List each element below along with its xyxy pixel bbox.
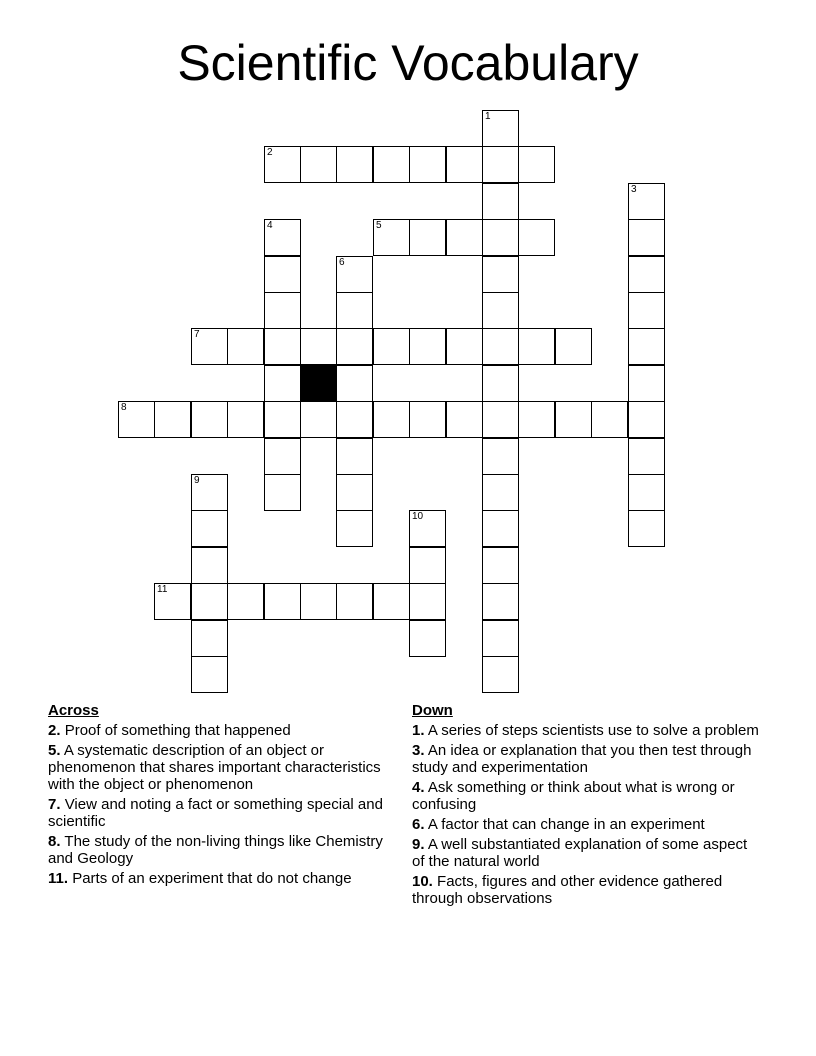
grid-cell[interactable] (264, 474, 301, 511)
letter-input[interactable] (483, 475, 518, 510)
grid-cell[interactable] (336, 146, 373, 183)
grid-cell[interactable] (482, 620, 519, 657)
letter-input[interactable] (410, 329, 445, 364)
grid-cell[interactable] (264, 583, 301, 620)
down-clues (412, 702, 762, 910)
letter-input[interactable] (374, 147, 409, 182)
letter-input[interactable] (337, 293, 372, 328)
grid-cell[interactable] (555, 328, 592, 365)
grid-cell[interactable] (373, 583, 410, 620)
grid-cell[interactable] (628, 292, 665, 329)
letter-input[interactable] (374, 584, 409, 619)
clue-number: 4 (267, 220, 273, 231)
across-clue-7: 7. View and noting a fact or something special and scientific (48, 796, 383, 830)
letter-input[interactable] (410, 548, 445, 583)
grid-cell[interactable] (446, 219, 483, 256)
grid-cell[interactable] (300, 328, 337, 365)
grid-cell[interactable] (191, 328, 228, 365)
letter-input[interactable] (447, 147, 482, 182)
grid-cell[interactable] (482, 474, 519, 511)
letter-input[interactable] (519, 220, 554, 255)
grid-cell[interactable] (482, 219, 519, 256)
grid-cell[interactable] (555, 401, 592, 438)
grid-cell[interactable] (336, 292, 373, 329)
clue-number: 1 (485, 111, 491, 122)
grid-cell[interactable] (264, 328, 301, 365)
grid-cell[interactable] (191, 547, 228, 584)
letter-input[interactable] (265, 329, 300, 364)
grid-cell[interactable] (482, 510, 519, 547)
grid-cell[interactable] (446, 146, 483, 183)
grid-cell[interactable] (628, 183, 665, 220)
letter-input[interactable] (483, 184, 518, 219)
grid-cell[interactable] (154, 583, 191, 620)
grid-cell[interactable] (628, 365, 665, 402)
grid-cell[interactable] (409, 219, 446, 256)
grid-cell[interactable] (336, 328, 373, 365)
grid-cell[interactable] (482, 583, 519, 620)
letter-input[interactable] (192, 475, 227, 510)
letter-input[interactable] (556, 402, 591, 437)
letter-input[interactable] (265, 257, 300, 292)
letter-input[interactable] (301, 402, 336, 437)
grid-cell[interactable] (300, 583, 337, 620)
letter-input[interactable] (228, 329, 263, 364)
letter-input[interactable] (410, 621, 445, 656)
grid-cell[interactable] (628, 219, 665, 256)
letter-input[interactable] (337, 329, 372, 364)
grid-cell[interactable] (482, 365, 519, 402)
letter-input[interactable] (483, 293, 518, 328)
letter-input[interactable] (301, 147, 336, 182)
letter-input[interactable] (447, 329, 482, 364)
letter-input[interactable] (629, 475, 664, 510)
letter-input[interactable] (192, 402, 227, 437)
grid-cell[interactable] (264, 292, 301, 329)
letter-input[interactable] (192, 548, 227, 583)
grid-cell[interactable] (336, 401, 373, 438)
letter-input[interactable] (629, 293, 664, 328)
grid-cell[interactable] (300, 146, 337, 183)
grid-cell[interactable] (446, 401, 483, 438)
letter-input[interactable] (629, 257, 664, 292)
letter-input[interactable] (519, 329, 554, 364)
down-clue-4: 4. Ask something or think about what is wrong or confusing (412, 779, 735, 813)
letter-input[interactable] (265, 293, 300, 328)
letter-input[interactable] (410, 402, 445, 437)
letter-input[interactable] (483, 111, 518, 146)
grid-cell[interactable] (191, 474, 228, 511)
grid-cell[interactable] (336, 510, 373, 547)
grid-cell[interactable] (482, 110, 519, 147)
letter-input[interactable] (629, 402, 664, 437)
grid-cell[interactable] (336, 474, 373, 511)
letter-input[interactable] (228, 402, 263, 437)
puzzle-title: Scientific Vocabulary (177, 35, 639, 91)
letter-input[interactable] (629, 511, 664, 546)
down-clue-1: 1. A series of steps scientists use to solve a problem (412, 722, 759, 739)
letter-input[interactable] (301, 329, 336, 364)
letter-input[interactable] (337, 439, 372, 474)
letter-input[interactable] (337, 147, 372, 182)
grid-cell[interactable] (482, 183, 519, 220)
down-clue-6: 6. A factor that can change in an experiment (412, 816, 705, 833)
grid-cell[interactable] (409, 620, 446, 657)
grid-cell[interactable] (264, 219, 301, 256)
letter-input[interactable] (337, 402, 372, 437)
grid-cell[interactable] (409, 401, 446, 438)
grid-cell[interactable] (482, 401, 519, 438)
grid-cell[interactable] (482, 656, 519, 693)
letter-input[interactable] (192, 584, 227, 619)
letter-input[interactable] (483, 147, 518, 182)
letter-input[interactable] (265, 475, 300, 510)
clue-number: 11 (157, 584, 168, 595)
letter-input[interactable] (265, 402, 300, 437)
letter-input[interactable] (192, 511, 227, 546)
black-square (300, 365, 337, 402)
letter-input[interactable] (410, 220, 445, 255)
grid-cell[interactable] (482, 256, 519, 293)
letter-input[interactable] (155, 402, 190, 437)
grid-cell[interactable] (264, 438, 301, 475)
letter-input[interactable] (374, 329, 409, 364)
grid-cell[interactable] (264, 365, 301, 402)
letter-input[interactable] (629, 220, 664, 255)
grid-cell[interactable] (336, 256, 373, 293)
letter-input[interactable] (629, 366, 664, 401)
grid-cell[interactable] (336, 583, 373, 620)
letter-input[interactable] (410, 511, 445, 546)
grid-cell[interactable] (409, 547, 446, 584)
letter-input[interactable] (519, 402, 554, 437)
grid-cell[interactable] (191, 583, 228, 620)
across-heading: Across (48, 702, 99, 719)
grid-cell[interactable] (628, 401, 665, 438)
grid-cell[interactable] (482, 146, 519, 183)
letter-input[interactable] (374, 402, 409, 437)
grid-cell[interactable] (227, 401, 264, 438)
letter-input[interactable] (483, 329, 518, 364)
across-clue-8: 8. The study of the non-living things like Chemistry and Geology (48, 833, 383, 867)
letter-input[interactable] (592, 402, 627, 437)
letter-input[interactable] (337, 584, 372, 619)
grid-cell[interactable] (227, 583, 264, 620)
across-clue-2: 2. Proof of something that happened (48, 722, 291, 739)
letter-input[interactable] (483, 402, 518, 437)
letter-input[interactable] (337, 511, 372, 546)
letter-input[interactable] (265, 439, 300, 474)
letter-input[interactable] (483, 366, 518, 401)
clue-number: 6 (339, 257, 345, 268)
grid-cell[interactable] (446, 328, 483, 365)
letter-input[interactable] (447, 402, 482, 437)
letter-input[interactable] (265, 584, 300, 619)
grid-cell[interactable] (336, 438, 373, 475)
across-clues (48, 702, 400, 890)
letter-input[interactable] (228, 584, 263, 619)
letter-input[interactable] (192, 621, 227, 656)
letter-input[interactable] (483, 220, 518, 255)
letter-input[interactable] (556, 329, 591, 364)
grid-cell[interactable] (482, 292, 519, 329)
down-clue-10: 10. Facts, figures and other evidence gathered through observations (412, 873, 723, 907)
grid-cell[interactable] (409, 328, 446, 365)
letter-input[interactable] (337, 475, 372, 510)
letter-input[interactable] (447, 220, 482, 255)
clue-number: 3 (631, 184, 637, 195)
grid-cell[interactable] (628, 256, 665, 293)
letter-input[interactable] (629, 329, 664, 364)
letter-input[interactable] (155, 584, 190, 619)
letter-input[interactable] (265, 366, 300, 401)
letter-input[interactable] (519, 147, 554, 182)
down-clue-9: 9. A well substantiated explanation of some aspect of the natural world (412, 836, 748, 870)
letter-input[interactable] (483, 548, 518, 583)
letter-input[interactable] (337, 366, 372, 401)
clue-number: 2 (267, 147, 273, 158)
grid-cell[interactable] (373, 401, 410, 438)
clue-number: 9 (194, 475, 200, 486)
grid-cell[interactable] (264, 256, 301, 293)
grid-cell[interactable] (373, 328, 410, 365)
across-clue-5: 5. A systematic description of an object or phenomenon that shares important characteristics with the object or phenomenon (48, 742, 381, 793)
grid-cell[interactable] (409, 583, 446, 620)
letter-input[interactable] (629, 184, 664, 219)
grid-cell[interactable] (191, 656, 228, 693)
grid-cell[interactable] (191, 620, 228, 657)
across-clue-11: 11. Parts of an experiment that do not change (48, 870, 352, 887)
grid-cell[interactable] (373, 219, 410, 256)
grid-cell[interactable] (482, 328, 519, 365)
grid-cell[interactable] (227, 328, 264, 365)
grid-cell[interactable] (300, 401, 337, 438)
grid-cell[interactable] (264, 401, 301, 438)
down-heading: Down (412, 702, 453, 719)
letter-input[interactable] (265, 220, 300, 255)
grid-cell[interactable] (518, 401, 555, 438)
grid-cell[interactable] (518, 219, 555, 256)
letter-input[interactable] (483, 257, 518, 292)
letter-input[interactable] (192, 329, 227, 364)
clue-number: 10 (412, 511, 424, 522)
grid-cell[interactable] (628, 474, 665, 511)
grid-cell[interactable] (482, 547, 519, 584)
letter-input[interactable] (483, 657, 518, 692)
grid-cell[interactable] (118, 401, 155, 438)
letter-input[interactable] (337, 257, 372, 292)
clue-number: 7 (194, 329, 200, 340)
letter-input[interactable] (301, 584, 336, 619)
letter-input[interactable] (483, 511, 518, 546)
grid-cell[interactable] (591, 401, 628, 438)
grid-cell[interactable] (409, 146, 446, 183)
grid-cell[interactable] (373, 146, 410, 183)
grid-cell[interactable] (336, 365, 373, 402)
letter-input[interactable] (483, 439, 518, 474)
grid-cell[interactable] (409, 510, 446, 547)
grid-cell[interactable] (628, 510, 665, 547)
grid-cell[interactable] (518, 146, 555, 183)
grid-cell[interactable] (191, 401, 228, 438)
down-clue-3: 3. An idea or explanation that you then test through study and experimentation (412, 742, 752, 776)
grid-cell[interactable] (628, 438, 665, 475)
letter-input[interactable] (629, 439, 664, 474)
letter-input[interactable] (265, 147, 300, 182)
grid-cell[interactable] (518, 328, 555, 365)
grid-cell[interactable] (628, 328, 665, 365)
clue-number: 5 (376, 220, 382, 231)
clue-number: 8 (121, 402, 127, 413)
letter-input[interactable] (483, 621, 518, 656)
letter-input[interactable] (192, 657, 227, 692)
letter-input[interactable] (119, 402, 154, 437)
letter-input[interactable] (410, 147, 445, 182)
letter-input[interactable] (410, 584, 445, 619)
grid-cell[interactable] (191, 510, 228, 547)
grid-cell[interactable] (482, 438, 519, 475)
grid-cell[interactable] (264, 146, 301, 183)
letter-input[interactable] (483, 584, 518, 619)
grid-cell[interactable] (154, 401, 191, 438)
letter-input[interactable] (374, 220, 409, 255)
